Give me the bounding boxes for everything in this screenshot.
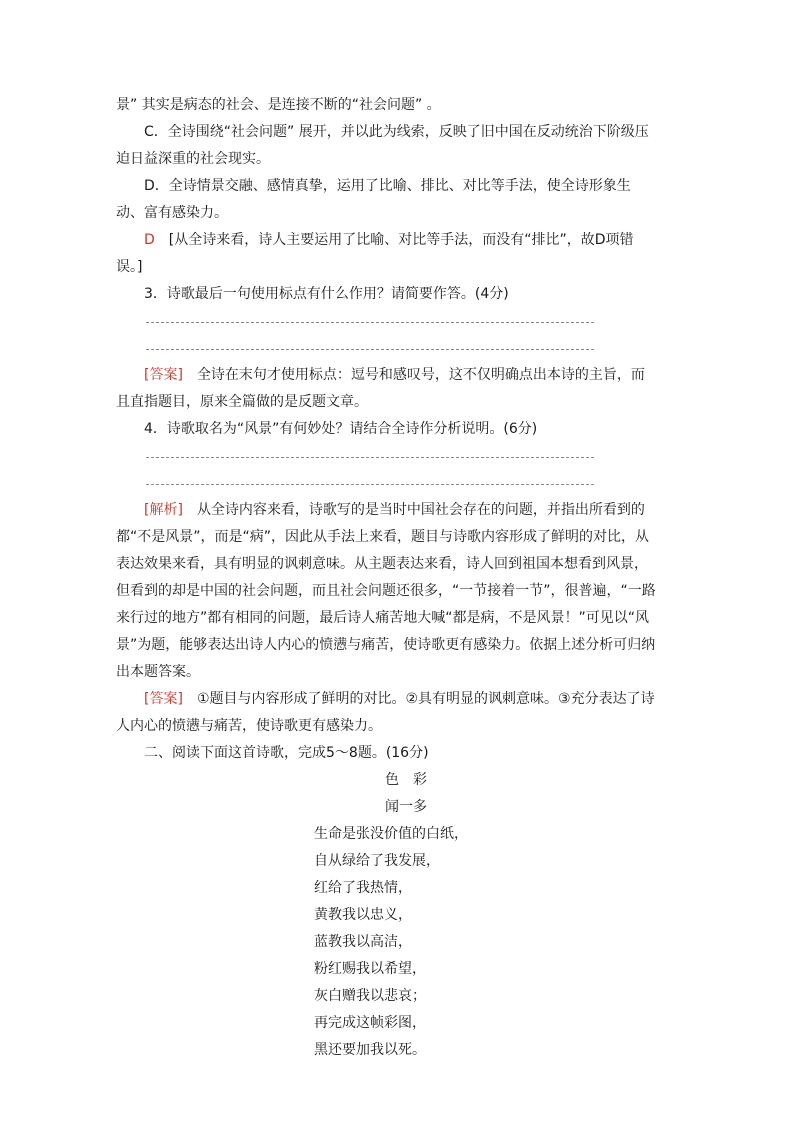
answer-4-text: ①题目与内容形成了鲜明的对比。②具有明显的讽刺意味。③充分表达了诗人内心的愤懑与痛苦，使诗歌更有感染力。 [116, 691, 655, 734]
poem-line: 自从绿给了我发展， [314, 853, 440, 869]
question-4: 4．诗歌取名为“风景”有何妙处？请结合全诗作分析说明。(6分) [144, 421, 538, 437]
analysis-4 [116, 497, 656, 686]
option-c: C．全诗围绕“社会问题” 展开，并以此为线索，反映了旧中国在反动统治下阶级压迫日益深重的社会现实。 [116, 124, 649, 167]
poem-line: 再完成这帧彩图， [314, 1015, 426, 1031]
answer-1-letter: D [144, 232, 155, 248]
poem-body [314, 821, 656, 1064]
poem-line: 蓝教我以高洁， [314, 934, 412, 950]
poem-line: 黄教我以忠义， [314, 907, 412, 923]
continued-option-text: 景” 其实是病态的社会、是连接不断的“社会问题” 。 [116, 97, 441, 113]
answer-line [146, 308, 594, 335]
poem-line: 红给了我热情， [314, 880, 412, 896]
poem-line: 生命是张没价值的白纸， [314, 826, 468, 842]
option-d: D．全诗情景交融、感情真挚，运用了比喻、排比、对比等手法，使全诗形象生动、富有感染力。 [116, 178, 631, 221]
document-body [116, 92, 656, 1064]
poem-author: 闻一多 [385, 799, 427, 815]
answer-line [146, 470, 594, 497]
answer-1-text: [从全诗来看，诗人主要运用了比喻、对比等手法，而没有“排比”，故D项错误。] [116, 232, 634, 275]
poem-line: 灰白赠我以悲哀； [314, 988, 426, 1004]
answer-1 [116, 227, 656, 281]
analysis-4-text: 从全诗内容来看，诗歌写的是当时中国社会存在的问题，并指出所看到的都“不是风景”，而是“病”，因此从手法上来看，题目与诗歌内容形成了鲜明的对比，从表达效果来看，具有明显的讽刺意味。从主题表达来看，诗人回到祖国本想看到风景，但看到的却是中国的社会问题，而且社会问题还很多，“一节接着一节”，很普遍，“一路来行过的地方”都有相同的问题，最后诗人痛苦地大喊“都是病，不是风景！”可见以“风景”为题，能够表达出诗人内心的愤懑与痛苦，使诗歌更有感染力。依据上述分析可归纳出本题答案。 [116, 502, 656, 680]
answer-4-tag: [答案] [144, 691, 183, 707]
answer-line [146, 443, 594, 470]
section-2-heading: 二、阅读下面这首诗歌，完成5～8题。(16分) [144, 745, 429, 761]
analysis-4-tag: [解析] [144, 502, 183, 518]
answer-3 [116, 362, 656, 416]
answer-4 [116, 686, 656, 740]
answer-3-tag: [答案] [144, 367, 183, 383]
answer-3-text: 全诗在末句才使用标点：逗号和感叹号，这不仅明确点出本诗的主旨，而且直指题目，原来全篇做的是反题文章。 [116, 367, 645, 410]
question-3: 3．诗歌最后一句使用标点有什么作用？请简要作答。(4分) [144, 286, 509, 302]
poem-line: 粉红赐我以希望， [314, 961, 426, 977]
poem-line: 黑还要加我以死。 [314, 1042, 426, 1058]
poem-title: 色 彩 [385, 772, 427, 788]
answer-line [146, 335, 594, 362]
